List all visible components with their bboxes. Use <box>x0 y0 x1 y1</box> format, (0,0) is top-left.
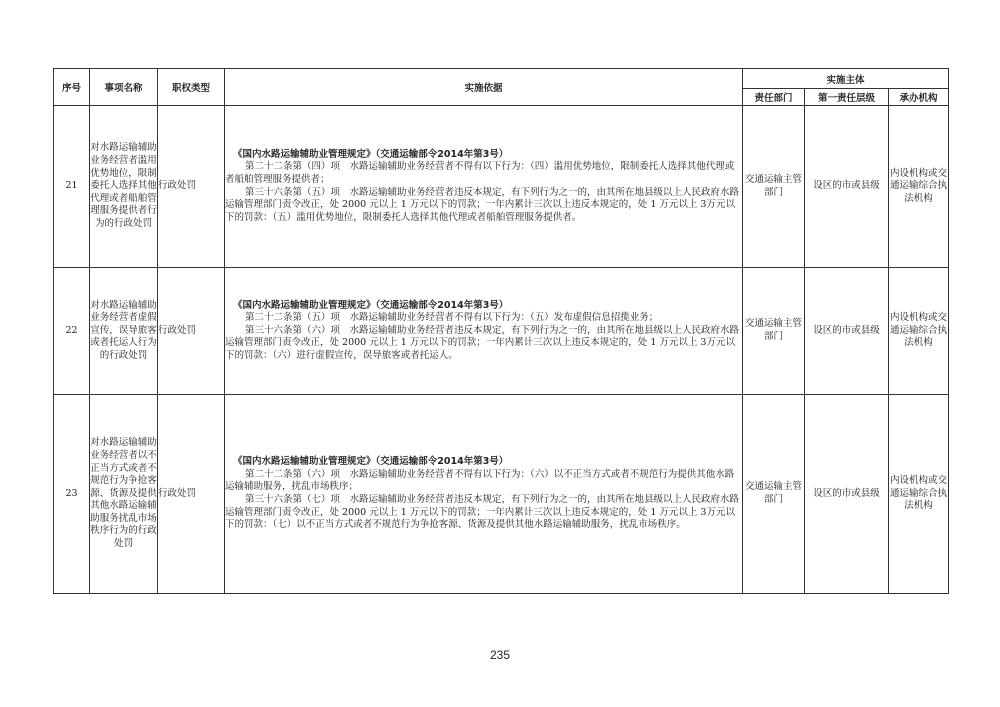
row-item-name: 对水路运输辅助业务经营者虚假宣传，误导旅客或者托运人行为的行政处罚 <box>90 268 158 395</box>
row-level: 设区的市或县级 <box>805 395 889 594</box>
row-agency: 内设机构或交通运输综合执法机构 <box>889 268 949 395</box>
row-authority-type: 行政处罚 <box>158 395 225 594</box>
row-authority-type: 行政处罚 <box>158 268 225 395</box>
row-item-name: 对水路运输辅助业务经营者滥用优势地位，限制委托人选择其他代理或者船舶管理服务提供者行为的行政处罚 <box>90 106 158 268</box>
row-level: 设区的市或县级 <box>805 268 889 395</box>
basis-paragraph: 第三十六条第（五）项 水路运输辅助业务经营者违反本规定，有下列行为之一的，由其所在地县级以上人民政府水路运输管理部门责令改正，处 2000 元以上 1 万元以下的罚款；一年内累计三次以上违反本规定的，处 1 万元以上 3万元以下的罚款：（五）滥用优势地位，限制委托人选择其他代理或者船舶管理服务提供者。 <box>225 186 740 223</box>
row-basis <box>225 106 743 268</box>
row-seq: 21 <box>54 106 90 268</box>
row-seq: 22 <box>54 268 90 395</box>
header-dept: 责任部门 <box>743 89 805 106</box>
basis-paragraph: 第二十二条第（四）项 水路运输辅助业务经营者不得有以下行为：（四）滥用优势地位，限制委托人选择其他代理或者船舶管理服务提供者； <box>225 161 735 185</box>
table-row <box>54 395 949 594</box>
header-basis: 实施依据 <box>225 69 743 106</box>
row-agency: 内设机构或交通运输综合执法机构 <box>889 106 949 268</box>
row-basis <box>225 395 743 594</box>
row-basis <box>225 268 743 395</box>
basis-title: 《国内水路运输辅助业管理规定》（交通运输部令2014年第3号） <box>233 299 509 311</box>
row-dept: 交通运输主管部门 <box>743 106 805 268</box>
basis-paragraph: 第三十六条第（七）项 水路运输辅助业务经营者违反本规定，有下列行为之一的，由其所在地县级以上人民政府水路运输管理部门责令改正，处 2000 元以上 1 万元以下的罚款；一年内累计三次以上违反本规定的，处 1 万元以上 3万元以下的罚款：（七）以不正当方式或者不规范行为争抢客源、货源及提供其他水路运输辅助服务，扰乱市场秩序。 <box>225 494 740 531</box>
row-dept: 交通运输主管部门 <box>743 395 805 594</box>
table-row <box>54 268 949 395</box>
basis-title: 《国内水路运输辅助业管理规定》（交通运输部令2014年第3号） <box>233 456 509 468</box>
header-level: 第一责任层级 <box>805 89 889 106</box>
row-authority-type: 行政处罚 <box>158 106 225 268</box>
row-level: 设区的市或县级 <box>805 106 889 268</box>
table-row <box>54 106 949 268</box>
basis-paragraph: 第二十二条第（六）项 水路运输辅助业务经营者不得有以下行为：（六）以不正当方式或者不规范行为提供其他水路运输辅助服务，扰乱市场秩序； <box>225 468 735 493</box>
row-seq: 23 <box>54 395 90 594</box>
header-agency: 承办机构 <box>889 89 949 106</box>
authority-table <box>53 68 949 594</box>
header-implementer: 实施主体 <box>743 69 949 89</box>
header-seq: 序号 <box>54 69 90 106</box>
page-number: 235 <box>489 648 511 662</box>
row-dept: 交通运输主管部门 <box>743 268 805 395</box>
header-type: 职权类型 <box>158 69 225 106</box>
basis-title: 《国内水路运输辅助业管理规定》（交通运输部令2014年第3号） <box>233 148 509 160</box>
header-name: 事项名称 <box>90 69 158 106</box>
basis-paragraph: 第二十二条第（五）项 水路运输辅助业务经营者不得有以下行为：（五）发布虚假信息招揽业务； <box>245 312 659 324</box>
row-item-name: 对水路运输辅助业务经营者以不正当方式或者不规范行为争抢客源、货源及提供其他水路运输辅助服务扰乱市场秩序行为的行政处罚 <box>90 395 158 594</box>
basis-paragraph: 第三十六条第（六）项 水路运输辅助业务经营者违反本规定，有下列行为之一的，由其所在地县级以上人民政府水路运输管理部门责令改正，处 2000 元以上 1 万元以下的罚款；一年内累计三次以上违反本规定的，处 1 万元以上 3万元以下的罚款：（六）进行虚假宣传，误导旅客或者托运人。 <box>225 324 740 361</box>
row-agency: 内设机构或交通运输综合执法机构 <box>889 395 949 594</box>
